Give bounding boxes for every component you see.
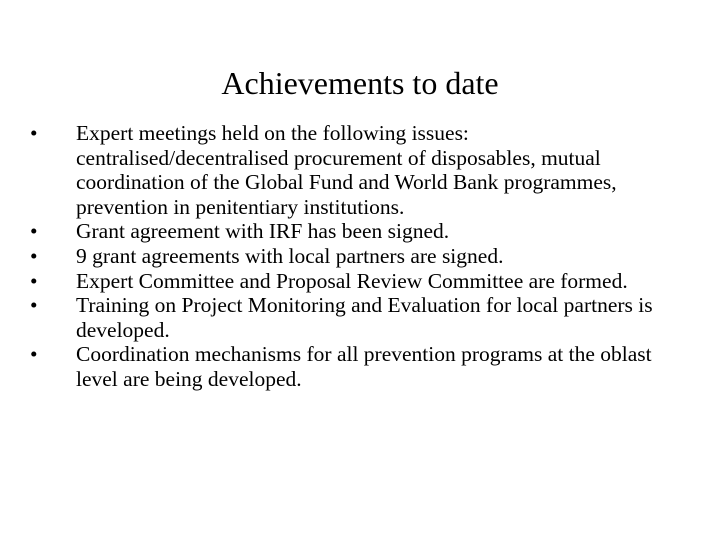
bullet-item	[30, 121, 670, 219]
slide-title: Achievements to date	[221, 65, 499, 101]
bullet-icon: •	[30, 243, 38, 268]
bullet-item	[30, 244, 670, 269]
bullet-icon: •	[30, 342, 38, 367]
bullet-text: 9 grant agreements with local partners are signed.	[76, 243, 504, 268]
bullet-text: Coordination mechanisms for all prevention programs at the oblast level are being developed.	[76, 342, 652, 391]
bullet-item	[30, 269, 670, 294]
bullet-icon: •	[30, 268, 38, 293]
bullet-list	[30, 121, 670, 392]
bullet-icon: •	[30, 293, 38, 318]
bullet-item	[30, 219, 670, 244]
bullet-text: Expert meetings held on the following issues: centralised/decentralised procurement of disposables, mutual coordination of the Global Fund and World Bank programmes, prevention in penitentiary institutions.	[76, 121, 617, 219]
bullet-icon: •	[30, 121, 38, 145]
bullet-text: Training on Project Monitoring and Evaluation for local partners is developed.	[76, 293, 653, 342]
bullet-item	[30, 293, 670, 342]
bullet-item	[30, 342, 670, 391]
bullet-text: Expert Committee and Proposal Review Committee are formed.	[76, 268, 628, 293]
bullet-text: Grant agreement with IRF has been signed.	[76, 219, 450, 244]
bullet-icon: •	[30, 219, 38, 244]
